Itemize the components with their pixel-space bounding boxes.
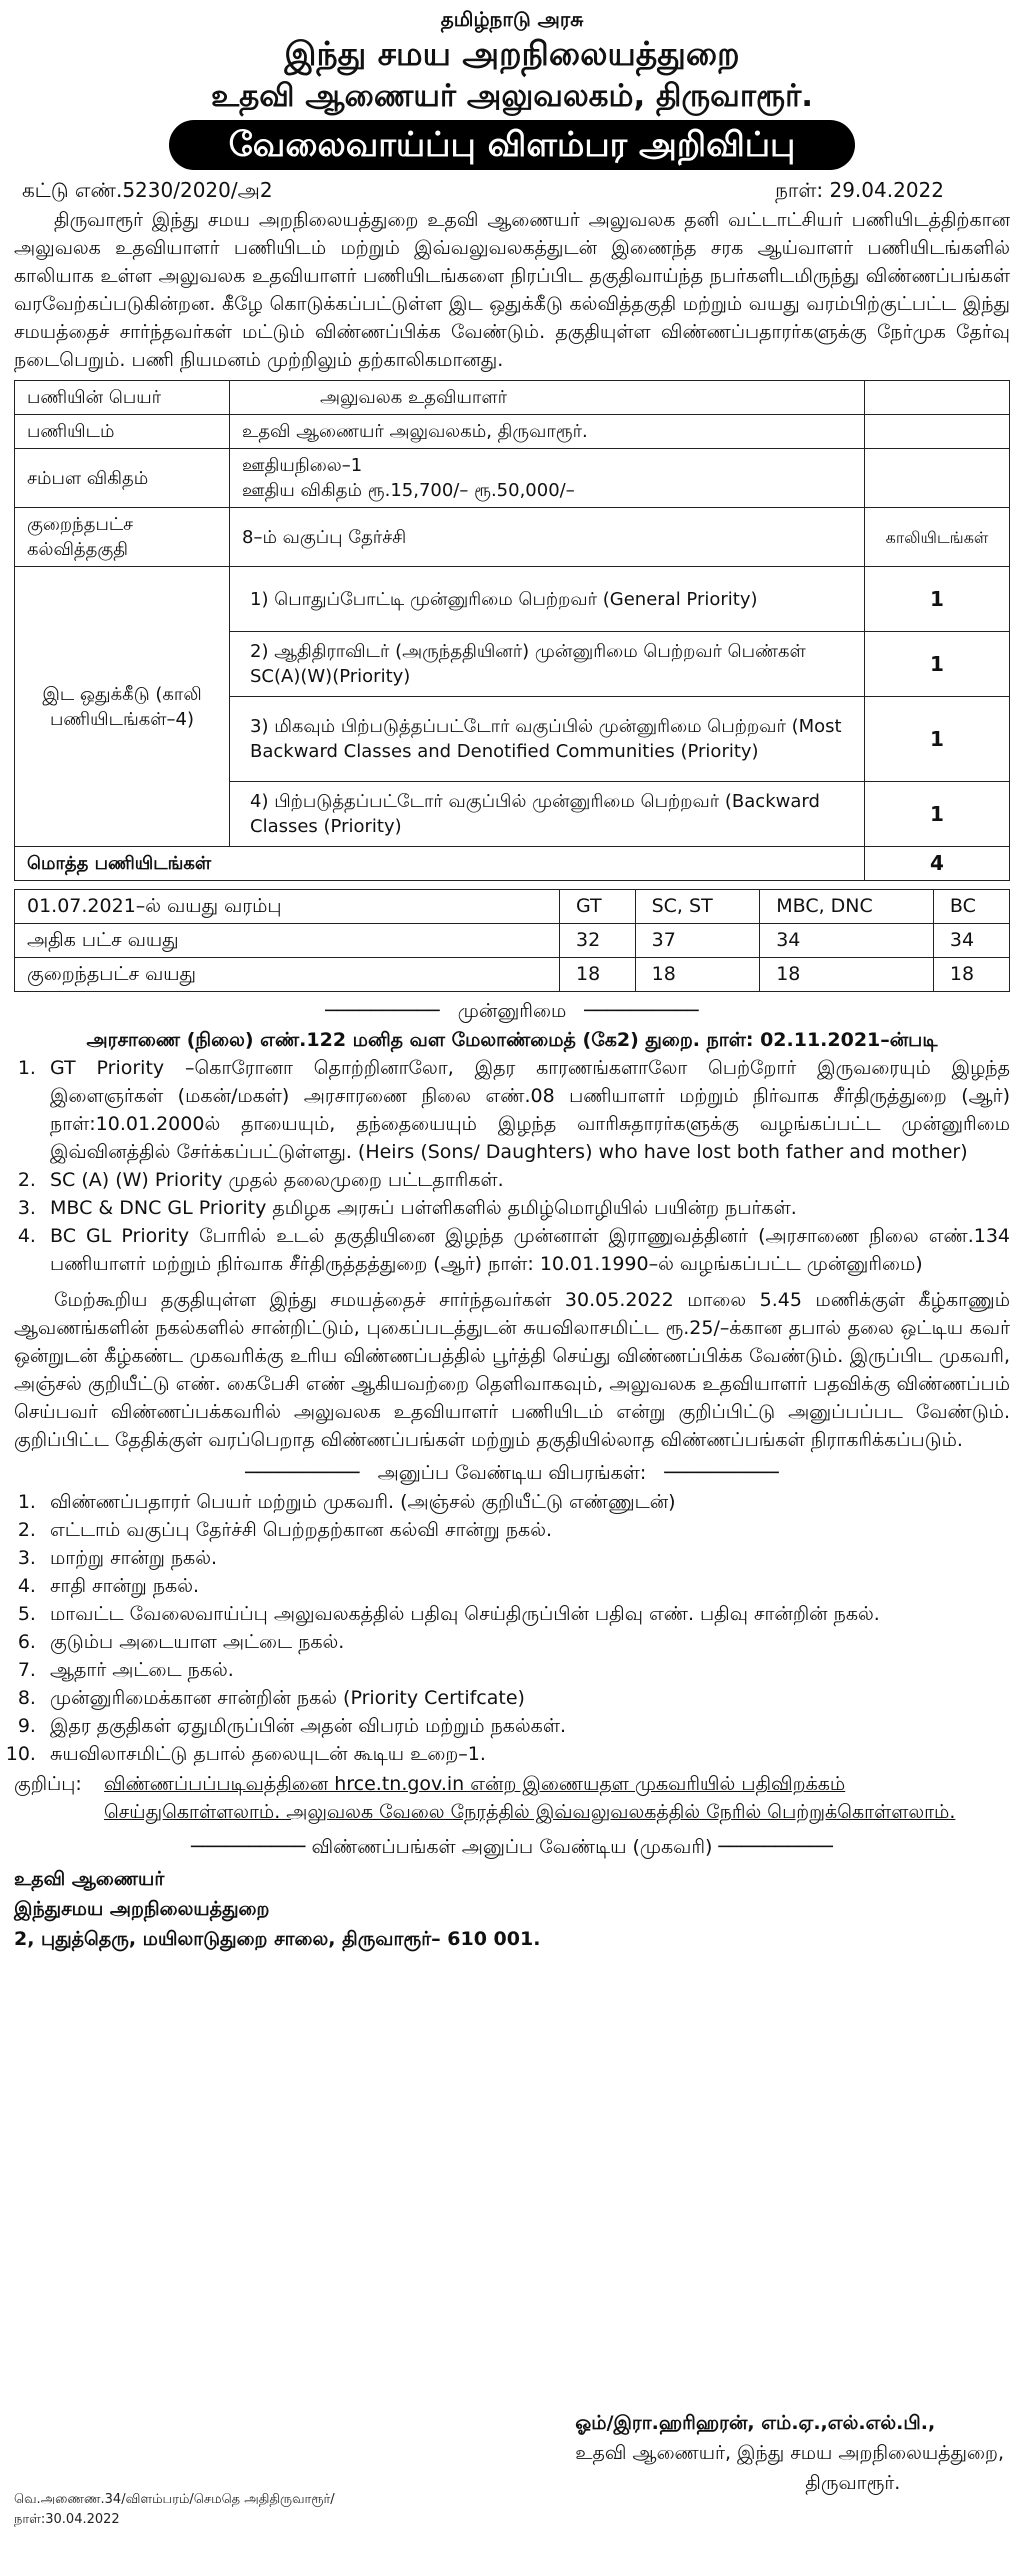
empty-cell — [865, 449, 1010, 508]
total-label: மொத்த பணியிடங்கள் — [15, 847, 865, 881]
table-row — [15, 449, 1010, 508]
reservation-text: 1) பொதுப்போட்டி முன்னுரிமை பெற்றவர் (General Priority) — [230, 567, 865, 632]
pay-level: ஊதியநிலை–1 — [242, 455, 363, 476]
address-line: உதவி ஆணையர் — [14, 1868, 165, 1890]
age-header-bc: BC — [933, 890, 1009, 924]
list-item: 4. சாதி சான்று நகல். — [42, 1572, 1010, 1600]
reservation-count: 1 — [865, 697, 1010, 782]
post-label: பணியின் பெயர் — [15, 381, 230, 415]
min-age-mbc: 18 — [760, 958, 934, 992]
department-name: இந்து சமய அறநிலையத்துறை — [284, 34, 740, 73]
table-row — [15, 508, 1010, 567]
age-header-mbc: MBC, DNC — [760, 890, 934, 924]
reservation-text: 3) மிகவும் பிற்படுத்தப்பட்டோர் வகுப்பில் முன்னுரிமை பெற்றவர் (Most Backward Classes and Denotified Communities (Priority) — [230, 697, 865, 782]
list-item: 6. குடும்ப அடையாள அட்டை நகல். — [42, 1628, 1010, 1656]
address-block — [14, 1864, 1010, 1954]
empty-cell — [865, 381, 1010, 415]
priority-heading: ────────── முன்னுரிமை ────────── — [325, 1000, 699, 1022]
place-value: உதவி ஆணையர் அலுவலகம், திருவாரூர். — [230, 415, 865, 449]
min-age-sc: 18 — [635, 958, 760, 992]
notice-date: நாள்: 29.04.2022 — [775, 178, 944, 202]
reservation-count: 1 — [865, 567, 1010, 632]
vacancy-header: காலியிடங்கள் — [865, 508, 1010, 567]
post-value: அலுவலக உதவியாளர் — [230, 381, 865, 415]
go-reference: அரசாணை (நிலை) எண்.122 மனித வள மேலாண்மைத் (கே2) துறை. நாள்: 02.11.2021–ன்படி — [86, 1029, 938, 1051]
note — [14, 1770, 1010, 1826]
list-item: 9. இதர தகுதிகள் ஏதுமிருப்பின் அதன் விபரம் மற்றும் நகல்கள். — [42, 1712, 1010, 1740]
education-label: குறைந்தபட்ச கல்வித்தகுதி — [15, 508, 230, 567]
address-line: இந்துசமய அறநிலையத்துறை — [14, 1898, 270, 1920]
total-count: 4 — [865, 847, 1010, 881]
max-age-sc: 37 — [635, 924, 760, 958]
list-item: 7. ஆதார் அட்டை நகல். — [42, 1656, 1010, 1684]
pay-scale: ஊதிய விகிதம் ரூ.15,700/– ரூ.50,000/– — [242, 480, 575, 501]
min-age-bc: 18 — [933, 958, 1009, 992]
list-item: 1. விண்ணப்பதாரர் பெயர் மற்றும் முகவரி. (அஞ்சல் குறியீட்டு எண்ணுடன்) — [42, 1488, 1010, 1516]
address-line: 2, புதுத்தெரு, மயிலாடுதுறை சாலை, திருவாரூர்– 610 001. — [14, 1928, 541, 1950]
reservation-count: 1 — [865, 782, 1010, 847]
reservation-text: 2) ஆதிதிராவிடர் (அருந்ததியினர்) முன்னுரிமை பெற்றவர் பெண்கள் SC(A)(W)(Priority) — [230, 632, 865, 697]
note-label: குறிப்பு: — [14, 1773, 82, 1795]
priority-list — [14, 1054, 1010, 1278]
reference-number: கட்டு எண்.5230/2020/அ2 — [22, 178, 273, 202]
signatory-name: ஓம்/இரா.ஹரிஹரன், எம்.ஏ.,எல்.எல்.பி., — [575, 2412, 936, 2434]
documents-list — [14, 1488, 1010, 1768]
table-row — [15, 381, 1010, 415]
list-item: 2. SC (A) (W) Priority முதல் தலைமுறை பட்டதாரிகள். — [42, 1166, 1010, 1194]
government-name: தமிழ்நாடு அரசு — [440, 7, 584, 31]
intro-paragraph: திருவாரூர் இந்து சமய அறநிலையத்துறை உதவி ஆணையர் அலுவலக தனி வட்டாட்சியர் பணியிடத்திற்கான அலுவலக உதவியாளர் பணியிடம் மற்றும் இவ்வலுவலகத்துடன் இணைந்த சரக ஆய்வாளர் பணியிடங்களில் காலியாக உள்ள அலுவலக உதவியாளர் பணியிடங்களை நிரப்பிட தகுதிவாய்ந்த நபர்களிடமிருந்து விண்ணப்பங்கள் வரவேற்கப்படுகின்றன. கீழே கொடுக்கப்பட்டுள்ள இட ஒதுக்கீடு கல்வித்தகுதி மற்றும் வயது வரம்பிற்குட்பட்ட இந்து சமயத்தைச் சார்ந்தவர்கள் மட்டும் விண்ணப்பிக்க வேண்டும். தகுதியுள்ள விண்ணப்பதாரர்களுக்கு நேர்முக தேர்வு நடைபெறும். பணி நியமனம் முற்றிலும் தற்காலிகமானது. — [14, 209, 1011, 371]
place-label: பணியிடம் — [15, 415, 230, 449]
note-text: விண்ணப்பப்படிவத்தினை hrce.tn.gov.in என்ற இணையதள முகவரியில் பதிவிறக்கம் செய்துகொள்ளலாம். அலுவலக வேலை நேரத்தில் இவ்வலுவலகத்தில் நேரில் பெற்றுக்கொள்ளலாம். — [104, 1773, 956, 1823]
table-row — [15, 415, 1010, 449]
footer-reference: வெ.அணைண.34/விளம்பரம்/செமதெ அதிதிருவாரூர்/ நாள்:30.04.2022 — [14, 2492, 335, 2527]
list-item: 10. சுயவிலாசமிட்டு தபால் தலையுடன் கூடிய உறை–1. — [42, 1740, 1010, 1768]
notice-banner: வேலைவாய்ப்பு விளம்பர அறிவிப்பு — [169, 120, 856, 170]
empty-cell — [865, 415, 1010, 449]
reference-line — [14, 176, 1010, 204]
documents-heading: ────────── அனுப்ப வேண்டிய விபரங்கள்: ────────── — [245, 1462, 779, 1484]
address-heading: ────────── விண்ணப்பங்கள் அனுப்ப வேண்டிய (முகவரி) ────────── — [191, 1836, 833, 1858]
list-item: 2. எட்டாம் வகுப்பு தேர்ச்சி பெற்றதற்கான கல்வி சான்று நகல். — [42, 1516, 1010, 1544]
pay-label: சம்பள விகிதம் — [15, 449, 230, 508]
list-item: 4. BC GL Priority போரில் உடல் தகுதியினை இழந்த முன்னாள் இராணுவத்தினர் (அரசாணை நிலை எண்.134 பணியாளர் மற்றும் நிர்வாக சீர்திருத்தத்துறை (ஆர்) நாள்: 10.01.1990–ல் வழங்கப்பட்ட முன்னுரிமை) — [42, 1222, 1010, 1278]
max-age-label: அதிக பட்ச வயது — [15, 924, 560, 958]
post-details-table — [14, 380, 1010, 881]
list-item: 3. MBC & DNC GL Priority தமிழக அரசுப் பள்ளிகளில் தமிழ்மொழியில் பயின்ற நபர்கள். — [42, 1194, 1010, 1222]
list-item: 5. மாவட்ட வேலைவாய்ப்பு அலுவலகத்தில் பதிவு செய்திருப்பின் பதிவு எண். பதிவு சான்றின் நகல். — [42, 1600, 1010, 1628]
signatory-place: திருவாரூர். — [805, 2472, 901, 2494]
table-row — [15, 890, 1010, 924]
max-age-bc: 34 — [933, 924, 1009, 958]
education-value: 8–ம் வகுப்பு தேர்ச்சி — [230, 508, 865, 567]
signatory-designation: உதவி ஆணையர், இந்து சமய அறநிலையத்துறை, — [575, 2442, 1004, 2464]
signature-block — [575, 2408, 1004, 2498]
age-header-sc: SC, ST — [635, 890, 760, 924]
min-age-gt: 18 — [560, 958, 636, 992]
table-row — [15, 847, 1010, 881]
application-paragraph: மேற்கூறிய தகுதியுள்ள இந்து சமயத்தைச் சார்ந்தவர்கள் 30.05.2022 மாலை 5.45 மணிக்குள் கீழ்காணும் ஆவணங்களின் நகல்களில் சான்றிட்டும், புகைப்படத்துடன் சுயவிலாசமிட்ட ரூ.25/–க்கான தபால் தலை ஒட்டிய கவர் ஒன்றுடன் கீழ்கண்ட முகவரிக்கு உரிய விண்ணப்பத்தில் பூர்த்தி செய்து விண்ணப்பிக்க வேண்டும். இருப்பிட முகவரி, அஞ்சல் குறியீட்டு எண். கைபேசி எண் ஆகியவற்றை தெளிவாகவும், அலுவலக உதவியாளர் பதவிக்கு விண்ணப்பம் செய்பவர் விண்ணப்பக்கவரில் அலுவலக உதவியாளர் பணியிடம் என்று குறிப்பிட்டு அனுப்பப்பட வேண்டும். குறிப்பிட்ட தேதிக்குள் வரப்பெறாத விண்ணப்பங்கள் மற்றும் தகுதியில்லாத விண்ணப்பங்கள் நிராகரிக்கப்படும். — [14, 1289, 1010, 1451]
table-row — [15, 567, 1010, 632]
list-item: 8. முன்னுரிமைக்கான சான்றின் நகல் (Priority Certifcate) — [42, 1684, 1010, 1712]
list-item: 1. GT Priority –கொரோனா தொற்றினாலோ, இதர காரணங்களாலோ பெற்றோர் இருவரையும் இழந்த இளைஞர்கள் (மகன்/மகள்) அரசாரணை நிலை எண்.08 பணியாளர் மற்றும் நிர்வாக சீர்திருத்துறை (ஆர்) நாள்:10.01.2000ல் தாயையும், தந்தையையும் இழந்த வாரிசுதாரர்களுக்கு வழங்கப்பட்ட முன்னுரிமை இவ்வினத்தில் சேர்க்கப்பட்டுள்ளது. (Heirs (Sons/ Daughters) who have lost both father and mother) — [42, 1054, 1010, 1166]
age-header-gt: GT — [560, 890, 636, 924]
max-age-gt: 32 — [560, 924, 636, 958]
office-name: உதவி ஆணையர் அலுவலகம், திருவாரூர். — [210, 78, 814, 114]
age-limit-table — [14, 889, 1010, 992]
pay-value — [230, 449, 865, 508]
min-age-label: குறைந்தபட்ச வயது — [15, 958, 560, 992]
table-row — [15, 958, 1010, 992]
table-row — [15, 924, 1010, 958]
reservation-label: இட ஒதுக்கீடு (காலி பணியிடங்கள்–4) — [15, 567, 230, 847]
reservation-text: 4) பிற்படுத்தப்பட்டோர் வகுப்பில் முன்னுரிமை பெற்றவர் (Backward Classes (Priority) — [230, 782, 865, 847]
max-age-mbc: 34 — [760, 924, 934, 958]
reservation-count: 1 — [865, 632, 1010, 697]
list-item: 3. மாற்று சான்று நகல். — [42, 1544, 1010, 1572]
age-header-label: 01.07.2021–ல் வயது வரம்பு — [15, 890, 560, 924]
